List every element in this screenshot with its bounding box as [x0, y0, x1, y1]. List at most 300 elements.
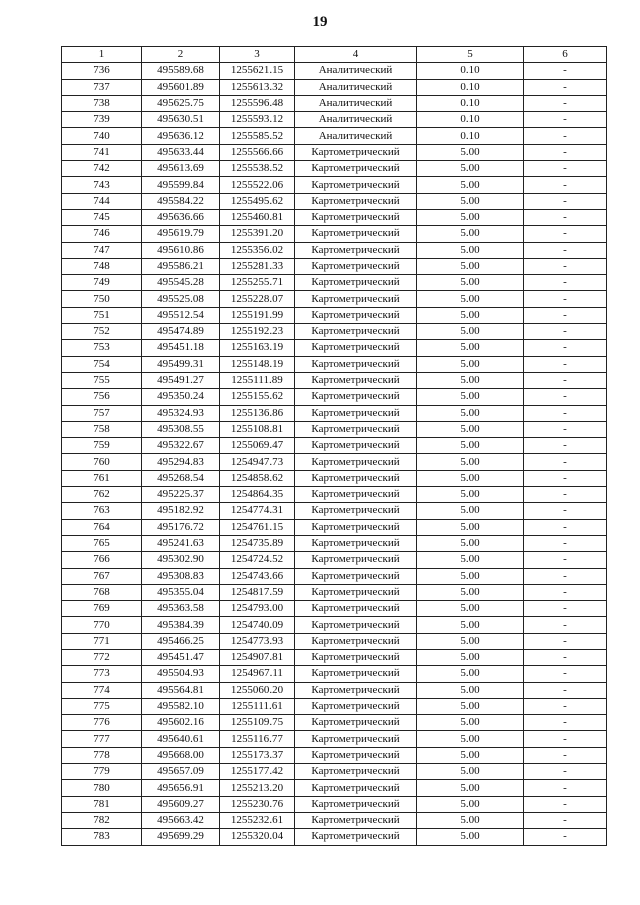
y-coordinate-cell: 1255495.62 [220, 193, 295, 209]
description-cell: - [524, 177, 607, 193]
accuracy-cell: 0.10 [417, 63, 524, 79]
method-cell: Картометрический [295, 356, 417, 372]
point-number-cell: 737 [62, 79, 142, 95]
point-number-cell: 769 [62, 601, 142, 617]
y-coordinate-cell: 1254724.52 [220, 552, 295, 568]
x-coordinate-cell: 495322.67 [142, 438, 220, 454]
table-row [62, 617, 607, 633]
description-cell: - [524, 438, 607, 454]
method-cell: Аналитический [295, 128, 417, 144]
method-cell: Картометрический [295, 715, 417, 731]
x-coordinate-cell: 495176.72 [142, 519, 220, 535]
table-row [62, 601, 607, 617]
accuracy-cell: 0.10 [417, 95, 524, 111]
y-coordinate-cell: 1254761.15 [220, 519, 295, 535]
point-number-cell: 772 [62, 649, 142, 665]
column-header-5: 5 [417, 47, 524, 63]
table-row [62, 307, 607, 323]
description-cell: - [524, 519, 607, 535]
table-row [62, 438, 607, 454]
y-coordinate-cell: 1254735.89 [220, 535, 295, 551]
table-row [62, 79, 607, 95]
x-coordinate-cell: 495625.75 [142, 95, 220, 111]
point-number-cell: 770 [62, 617, 142, 633]
method-cell: Картометрический [295, 144, 417, 160]
table-row [62, 128, 607, 144]
x-coordinate-cell: 495308.55 [142, 421, 220, 437]
description-cell: - [524, 584, 607, 600]
table-row [62, 666, 607, 682]
point-number-cell: 759 [62, 438, 142, 454]
accuracy-cell: 0.10 [417, 128, 524, 144]
table-row [62, 161, 607, 177]
point-number-cell: 743 [62, 177, 142, 193]
table-row [62, 503, 607, 519]
x-coordinate-cell: 495294.83 [142, 454, 220, 470]
description-cell: - [524, 372, 607, 388]
x-coordinate-cell: 495525.08 [142, 291, 220, 307]
x-coordinate-cell: 495609.27 [142, 796, 220, 812]
description-cell: - [524, 340, 607, 356]
table-row [62, 584, 607, 600]
point-number-cell: 781 [62, 796, 142, 812]
description-cell: - [524, 389, 607, 405]
method-cell: Картометрический [295, 372, 417, 388]
accuracy-cell: 5.00 [417, 470, 524, 486]
point-number-cell: 771 [62, 633, 142, 649]
y-coordinate-cell: 1255228.07 [220, 291, 295, 307]
column-header-6: 6 [524, 47, 607, 63]
accuracy-cell: 5.00 [417, 519, 524, 535]
y-coordinate-cell: 1255173.37 [220, 747, 295, 763]
description-cell: - [524, 356, 607, 372]
x-coordinate-cell: 495602.16 [142, 715, 220, 731]
y-coordinate-cell: 1255136.86 [220, 405, 295, 421]
method-cell: Картометрический [295, 226, 417, 242]
point-number-cell: 764 [62, 519, 142, 535]
accuracy-cell: 5.00 [417, 258, 524, 274]
accuracy-cell: 5.00 [417, 780, 524, 796]
description-cell: - [524, 617, 607, 633]
point-number-cell: 777 [62, 731, 142, 747]
method-cell: Картометрический [295, 470, 417, 486]
point-number-cell: 782 [62, 812, 142, 828]
point-number-cell: 746 [62, 226, 142, 242]
description-cell: - [524, 829, 607, 845]
y-coordinate-cell: 1254743.66 [220, 568, 295, 584]
description-cell: - [524, 503, 607, 519]
table-row [62, 568, 607, 584]
x-coordinate-cell: 495466.25 [142, 633, 220, 649]
column-header-2: 2 [142, 47, 220, 63]
point-number-cell: 755 [62, 372, 142, 388]
x-coordinate-cell: 495504.93 [142, 666, 220, 682]
point-number-cell: 766 [62, 552, 142, 568]
description-cell: - [524, 275, 607, 291]
accuracy-cell: 0.10 [417, 79, 524, 95]
point-number-cell: 750 [62, 291, 142, 307]
accuracy-cell: 5.00 [417, 649, 524, 665]
y-coordinate-cell: 1255148.19 [220, 356, 295, 372]
table-row [62, 454, 607, 470]
point-number-cell: 778 [62, 747, 142, 763]
method-cell: Картометрический [295, 584, 417, 600]
column-header-3: 3 [220, 47, 295, 63]
x-coordinate-cell: 495512.54 [142, 307, 220, 323]
description-cell: - [524, 796, 607, 812]
x-coordinate-cell: 495451.18 [142, 340, 220, 356]
x-coordinate-cell: 495474.89 [142, 324, 220, 340]
table-row [62, 747, 607, 763]
x-coordinate-cell: 495589.68 [142, 63, 220, 79]
accuracy-cell: 5.00 [417, 307, 524, 323]
x-coordinate-cell: 495601.89 [142, 79, 220, 95]
y-coordinate-cell: 1254947.73 [220, 454, 295, 470]
column-header-1: 1 [62, 47, 142, 63]
x-coordinate-cell: 495633.44 [142, 144, 220, 160]
description-cell: - [524, 682, 607, 698]
table-row [62, 812, 607, 828]
accuracy-cell: 5.00 [417, 372, 524, 388]
table-row [62, 698, 607, 714]
point-number-cell: 747 [62, 242, 142, 258]
y-coordinate-cell: 1255111.89 [220, 372, 295, 388]
description-cell: - [524, 144, 607, 160]
method-cell: Картометрический [295, 421, 417, 437]
description-cell: - [524, 95, 607, 111]
description-cell: - [524, 242, 607, 258]
description-cell: - [524, 731, 607, 747]
y-coordinate-cell: 1255230.76 [220, 796, 295, 812]
point-number-cell: 751 [62, 307, 142, 323]
coordinates-table [61, 46, 607, 846]
y-coordinate-cell: 1255356.02 [220, 242, 295, 258]
point-number-cell: 739 [62, 112, 142, 128]
y-coordinate-cell: 1255596.48 [220, 95, 295, 111]
table-row [62, 242, 607, 258]
y-coordinate-cell: 1255538.52 [220, 161, 295, 177]
x-coordinate-cell: 495640.61 [142, 731, 220, 747]
table-row [62, 389, 607, 405]
method-cell: Картометрический [295, 796, 417, 812]
description-cell: - [524, 747, 607, 763]
point-number-cell: 738 [62, 95, 142, 111]
point-number-cell: 742 [62, 161, 142, 177]
accuracy-cell: 5.00 [417, 666, 524, 682]
x-coordinate-cell: 495564.81 [142, 682, 220, 698]
method-cell: Картометрический [295, 454, 417, 470]
method-cell: Картометрический [295, 698, 417, 714]
accuracy-cell: 5.00 [417, 144, 524, 160]
description-cell: - [524, 209, 607, 225]
table-row [62, 829, 607, 845]
description-cell: - [524, 128, 607, 144]
point-number-cell: 760 [62, 454, 142, 470]
y-coordinate-cell: 1254907.81 [220, 649, 295, 665]
x-coordinate-cell: 495491.27 [142, 372, 220, 388]
x-coordinate-cell: 495308.83 [142, 568, 220, 584]
table-row [62, 144, 607, 160]
accuracy-cell: 5.00 [417, 291, 524, 307]
table-row [62, 715, 607, 731]
y-coordinate-cell: 1255621.15 [220, 63, 295, 79]
y-coordinate-cell: 1255163.19 [220, 340, 295, 356]
method-cell: Картометрический [295, 258, 417, 274]
method-cell: Картометрический [295, 340, 417, 356]
method-cell: Картометрический [295, 209, 417, 225]
accuracy-cell: 5.00 [417, 633, 524, 649]
description-cell: - [524, 470, 607, 486]
description-cell: - [524, 698, 607, 714]
table-row [62, 340, 607, 356]
description-cell: - [524, 535, 607, 551]
accuracy-cell: 5.00 [417, 812, 524, 828]
x-coordinate-cell: 495324.93 [142, 405, 220, 421]
accuracy-cell: 5.00 [417, 568, 524, 584]
description-cell: - [524, 715, 607, 731]
table-row [62, 421, 607, 437]
x-coordinate-cell: 495636.66 [142, 209, 220, 225]
method-cell: Картометрический [295, 291, 417, 307]
accuracy-cell: 5.00 [417, 421, 524, 437]
x-coordinate-cell: 495668.00 [142, 747, 220, 763]
table-row [62, 470, 607, 486]
x-coordinate-cell: 495657.09 [142, 764, 220, 780]
point-number-cell: 749 [62, 275, 142, 291]
point-number-cell: 741 [62, 144, 142, 160]
accuracy-cell: 5.00 [417, 454, 524, 470]
accuracy-cell: 5.00 [417, 747, 524, 763]
table-row [62, 356, 607, 372]
description-cell: - [524, 764, 607, 780]
point-number-cell: 779 [62, 764, 142, 780]
method-cell: Картометрический [295, 780, 417, 796]
description-cell: - [524, 258, 607, 274]
method-cell: Аналитический [295, 79, 417, 95]
accuracy-cell: 5.00 [417, 796, 524, 812]
x-coordinate-cell: 495663.42 [142, 812, 220, 828]
x-coordinate-cell: 495355.04 [142, 584, 220, 600]
point-number-cell: 783 [62, 829, 142, 845]
x-coordinate-cell: 495384.39 [142, 617, 220, 633]
accuracy-cell: 5.00 [417, 438, 524, 454]
description-cell: - [524, 193, 607, 209]
method-cell: Картометрический [295, 666, 417, 682]
x-coordinate-cell: 495656.91 [142, 780, 220, 796]
table-row [62, 112, 607, 128]
accuracy-cell: 5.00 [417, 584, 524, 600]
table-row [62, 405, 607, 421]
table-row [62, 764, 607, 780]
x-coordinate-cell: 495613.69 [142, 161, 220, 177]
method-cell: Картометрический [295, 764, 417, 780]
point-number-cell: 776 [62, 715, 142, 731]
method-cell: Картометрический [295, 552, 417, 568]
point-number-cell: 757 [62, 405, 142, 421]
x-coordinate-cell: 495586.21 [142, 258, 220, 274]
x-coordinate-cell: 495182.92 [142, 503, 220, 519]
accuracy-cell: 5.00 [417, 340, 524, 356]
table-row [62, 633, 607, 649]
y-coordinate-cell: 1254864.35 [220, 487, 295, 503]
accuracy-cell: 5.00 [417, 389, 524, 405]
point-number-cell: 780 [62, 780, 142, 796]
method-cell: Картометрический [295, 161, 417, 177]
description-cell: - [524, 112, 607, 128]
description-cell: - [524, 63, 607, 79]
method-cell: Картометрический [295, 617, 417, 633]
y-coordinate-cell: 1255108.81 [220, 421, 295, 437]
accuracy-cell: 5.00 [417, 161, 524, 177]
description-cell: - [524, 307, 607, 323]
accuracy-cell: 5.00 [417, 242, 524, 258]
y-coordinate-cell: 1254817.59 [220, 584, 295, 600]
y-coordinate-cell: 1255155.62 [220, 389, 295, 405]
y-coordinate-cell: 1255060.20 [220, 682, 295, 698]
x-coordinate-cell: 495630.51 [142, 112, 220, 128]
description-cell: - [524, 324, 607, 340]
y-coordinate-cell: 1255593.12 [220, 112, 295, 128]
x-coordinate-cell: 495225.37 [142, 487, 220, 503]
description-cell: - [524, 649, 607, 665]
y-coordinate-cell: 1255566.66 [220, 144, 295, 160]
method-cell: Картометрический [295, 633, 417, 649]
accuracy-cell: 5.00 [417, 405, 524, 421]
description-cell: - [524, 79, 607, 95]
accuracy-cell: 5.00 [417, 226, 524, 242]
y-coordinate-cell: 1254740.09 [220, 617, 295, 633]
point-number-cell: 763 [62, 503, 142, 519]
accuracy-cell: 5.00 [417, 275, 524, 291]
point-number-cell: 756 [62, 389, 142, 405]
table-row [62, 796, 607, 812]
table-row [62, 209, 607, 225]
method-cell: Картометрический [295, 535, 417, 551]
point-number-cell: 773 [62, 666, 142, 682]
description-cell: - [524, 454, 607, 470]
method-cell: Картометрический [295, 519, 417, 535]
table-row [62, 63, 607, 79]
accuracy-cell: 5.00 [417, 209, 524, 225]
x-coordinate-cell: 495699.29 [142, 829, 220, 845]
y-coordinate-cell: 1254858.62 [220, 470, 295, 486]
y-coordinate-cell: 1255391.20 [220, 226, 295, 242]
point-number-cell: 736 [62, 63, 142, 79]
y-coordinate-cell: 1254793.00 [220, 601, 295, 617]
y-coordinate-cell: 1255191.99 [220, 307, 295, 323]
method-cell: Картометрический [295, 649, 417, 665]
description-cell: - [524, 552, 607, 568]
x-coordinate-cell: 495302.90 [142, 552, 220, 568]
method-cell: Картометрический [295, 193, 417, 209]
y-coordinate-cell: 1255192.23 [220, 324, 295, 340]
x-coordinate-cell: 495268.54 [142, 470, 220, 486]
x-coordinate-cell: 495545.28 [142, 275, 220, 291]
method-cell: Картометрический [295, 275, 417, 291]
accuracy-cell: 0.10 [417, 112, 524, 128]
y-coordinate-cell: 1255320.04 [220, 829, 295, 845]
accuracy-cell: 5.00 [417, 698, 524, 714]
table-row [62, 95, 607, 111]
accuracy-cell: 5.00 [417, 829, 524, 845]
description-cell: - [524, 666, 607, 682]
method-cell: Аналитический [295, 112, 417, 128]
x-coordinate-cell: 495636.12 [142, 128, 220, 144]
point-number-cell: 745 [62, 209, 142, 225]
point-number-cell: 775 [62, 698, 142, 714]
accuracy-cell: 5.00 [417, 764, 524, 780]
x-coordinate-cell: 495610.86 [142, 242, 220, 258]
point-number-cell: 762 [62, 487, 142, 503]
point-number-cell: 754 [62, 356, 142, 372]
y-coordinate-cell: 1255281.33 [220, 258, 295, 274]
x-coordinate-cell: 495350.24 [142, 389, 220, 405]
table-row [62, 177, 607, 193]
page-number: 19 [312, 14, 328, 30]
method-cell: Картометрический [295, 568, 417, 584]
x-coordinate-cell: 495584.22 [142, 193, 220, 209]
y-coordinate-cell: 1255522.06 [220, 177, 295, 193]
x-coordinate-cell: 495363.58 [142, 601, 220, 617]
method-cell: Картометрический [295, 731, 417, 747]
x-coordinate-cell: 495451.47 [142, 649, 220, 665]
table-row [62, 682, 607, 698]
y-coordinate-cell: 1255069.47 [220, 438, 295, 454]
point-number-cell: 774 [62, 682, 142, 698]
method-cell: Картометрический [295, 389, 417, 405]
table-header-row [62, 47, 607, 63]
column-header-4: 4 [295, 47, 417, 63]
table-row [62, 552, 607, 568]
description-cell: - [524, 291, 607, 307]
table-row [62, 535, 607, 551]
table-row [62, 275, 607, 291]
description-cell: - [524, 405, 607, 421]
accuracy-cell: 5.00 [417, 552, 524, 568]
y-coordinate-cell: 1255213.20 [220, 780, 295, 796]
accuracy-cell: 5.00 [417, 177, 524, 193]
method-cell: Картометрический [295, 242, 417, 258]
table-row [62, 193, 607, 209]
description-cell: - [524, 601, 607, 617]
method-cell: Картометрический [295, 829, 417, 845]
y-coordinate-cell: 1255116.77 [220, 731, 295, 747]
x-coordinate-cell: 495599.84 [142, 177, 220, 193]
table-row [62, 487, 607, 503]
description-cell: - [524, 568, 607, 584]
point-number-cell: 768 [62, 584, 142, 600]
method-cell: Картометрический [295, 487, 417, 503]
y-coordinate-cell: 1255613.32 [220, 79, 295, 95]
description-cell: - [524, 226, 607, 242]
description-cell: - [524, 487, 607, 503]
description-cell: - [524, 161, 607, 177]
accuracy-cell: 5.00 [417, 503, 524, 519]
description-cell: - [524, 780, 607, 796]
point-number-cell: 752 [62, 324, 142, 340]
accuracy-cell: 5.00 [417, 682, 524, 698]
table-body [62, 63, 607, 845]
method-cell: Картометрический [295, 503, 417, 519]
accuracy-cell: 5.00 [417, 601, 524, 617]
accuracy-cell: 5.00 [417, 617, 524, 633]
y-coordinate-cell: 1254967.11 [220, 666, 295, 682]
table-row [62, 258, 607, 274]
y-coordinate-cell: 1255255.71 [220, 275, 295, 291]
y-coordinate-cell: 1255177.42 [220, 764, 295, 780]
description-cell: - [524, 812, 607, 828]
y-coordinate-cell: 1255109.75 [220, 715, 295, 731]
